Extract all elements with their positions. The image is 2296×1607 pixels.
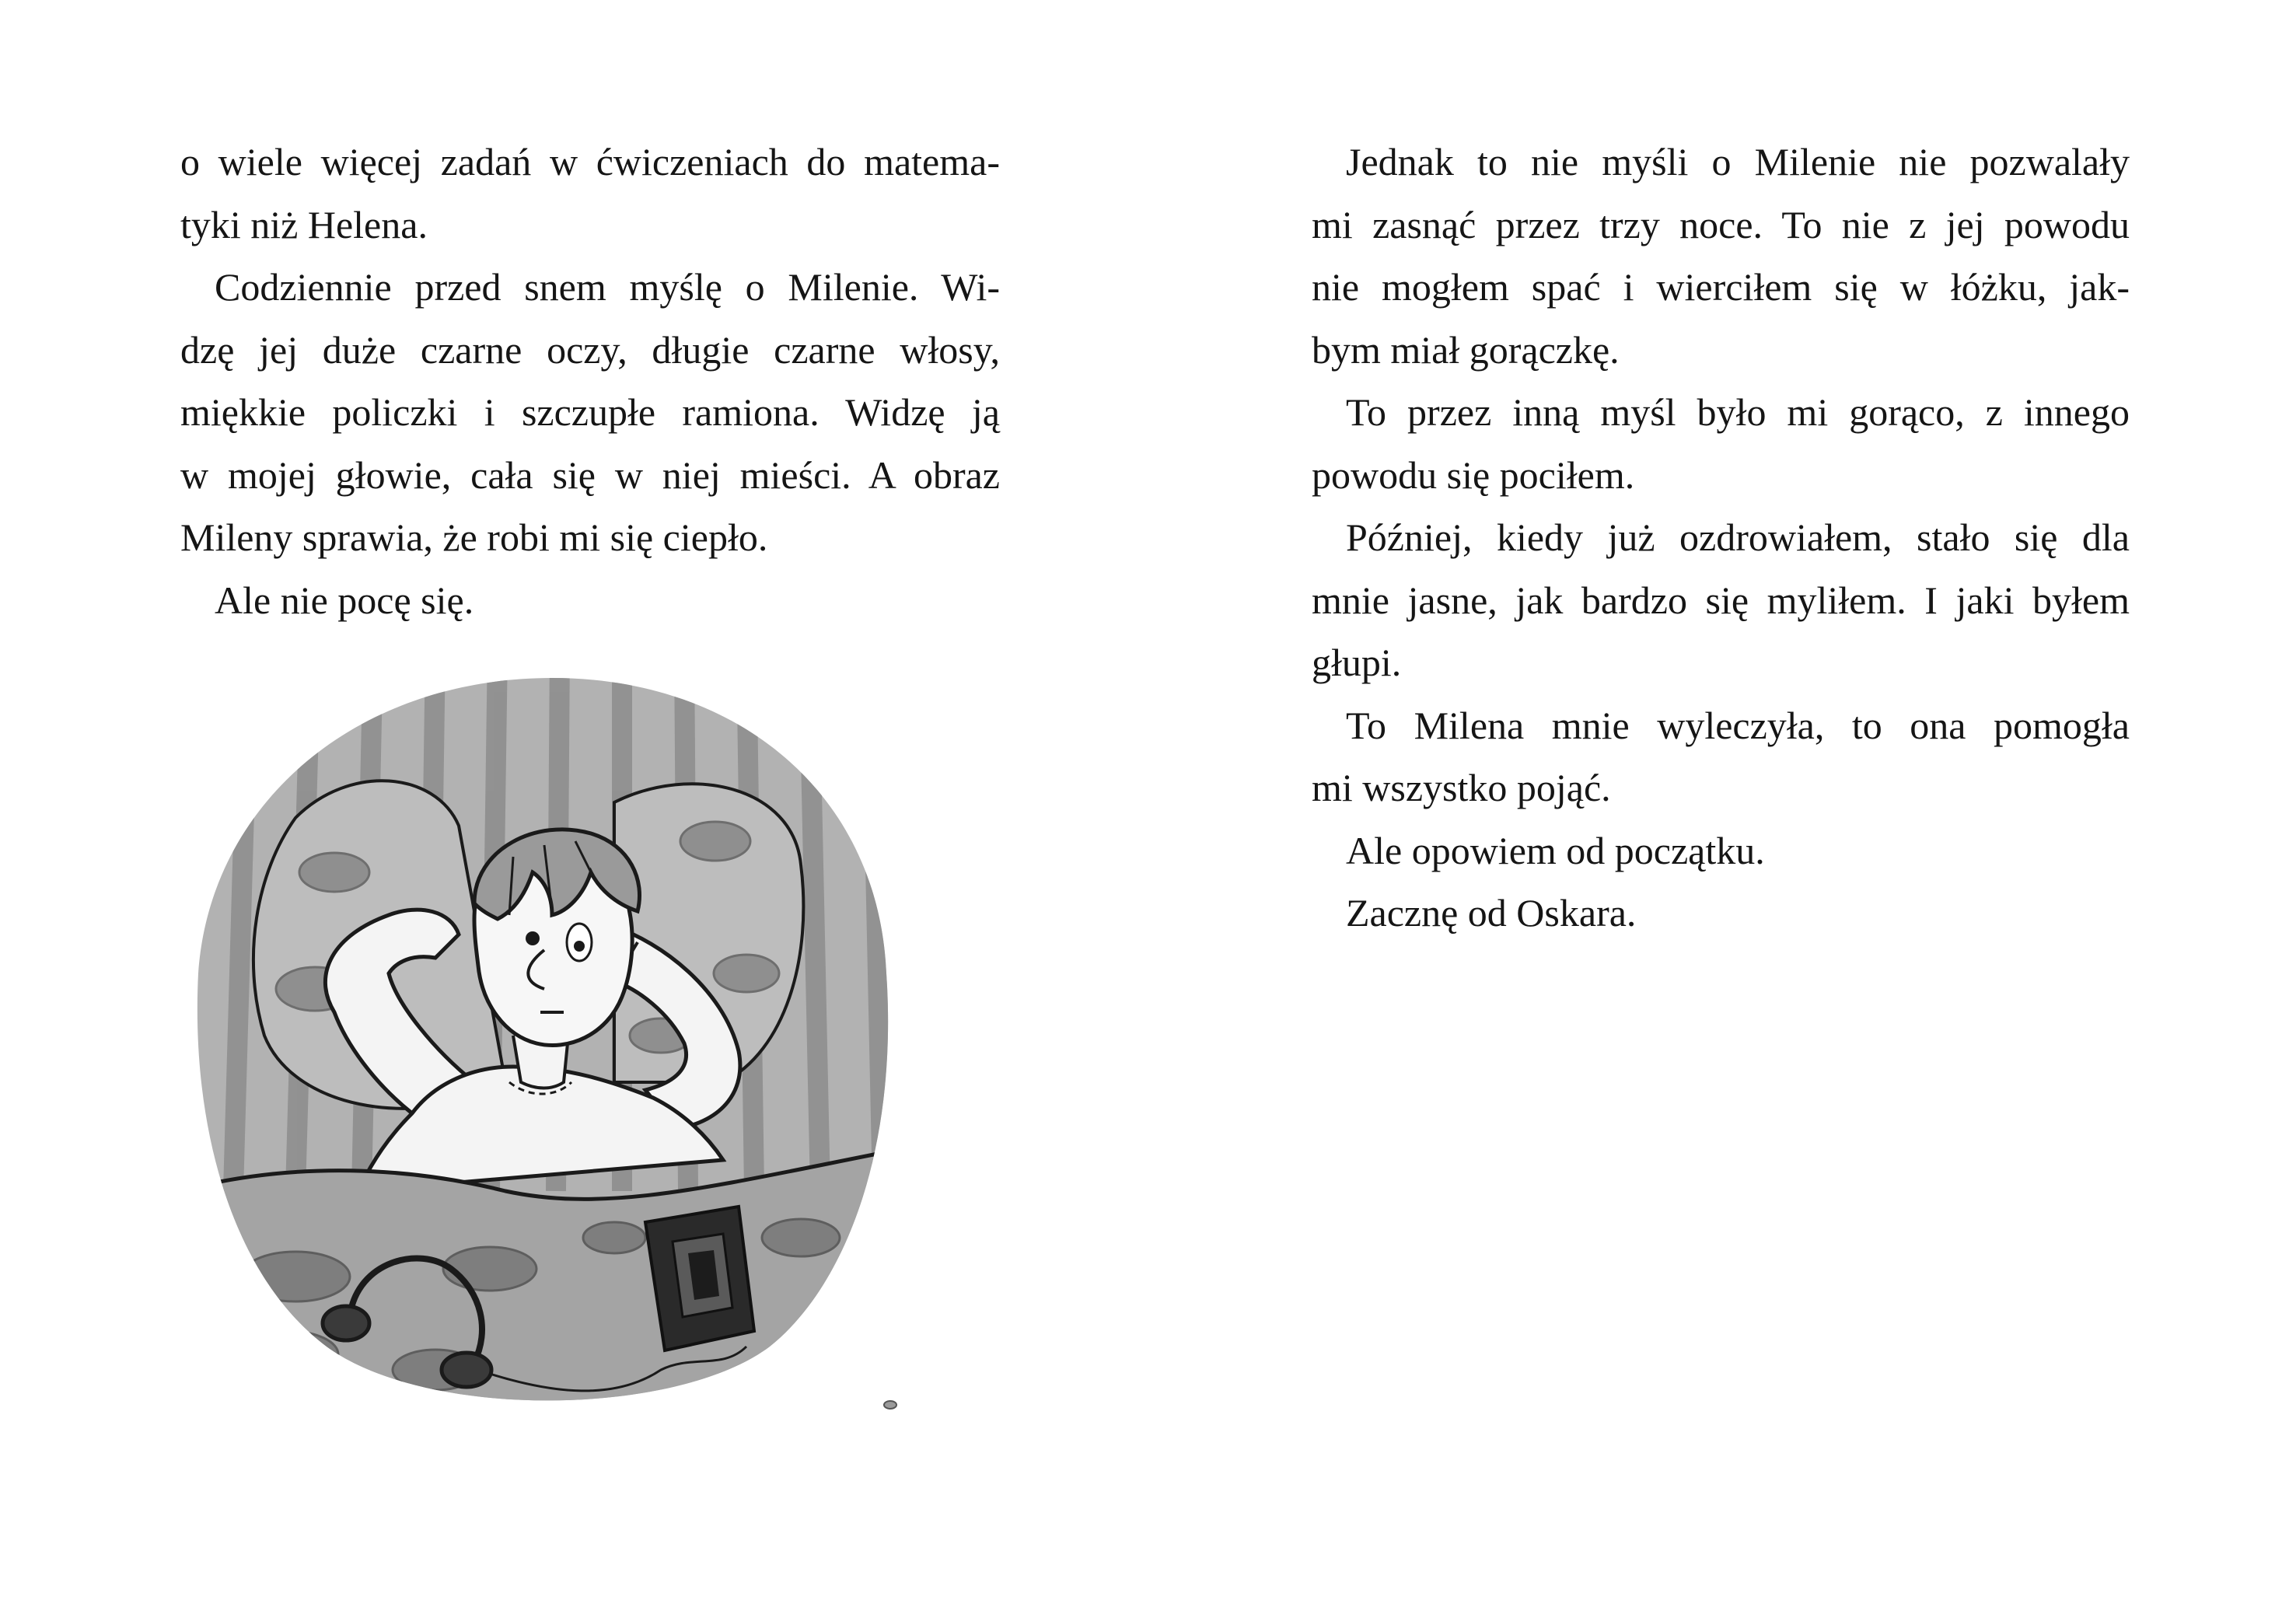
text-line: głupi. (1312, 641, 1402, 684)
text-line: Zacznę od Oskara. (1346, 891, 1637, 935)
text-line: Codziennie przed snem myślę o Milenie. Wi- (215, 265, 1000, 309)
boy-in-bed-with-headphones-illustration (179, 647, 925, 1432)
paragraph (1312, 381, 2130, 506)
paragraph (180, 569, 1000, 632)
right-page-text (1312, 131, 2130, 945)
text-line: o wiele więcej zadań w ćwiczeniach do matema- (180, 140, 1000, 183)
paragraph (1312, 694, 2130, 819)
text-line: To Milena mnie wyleczyła, to ona pomogła (1346, 703, 2130, 747)
text-line: mi zasnąć przez trzy noce. To nie z jej powodu (1312, 202, 2130, 246)
text-line: Później, kiedy już ozdrowiałem, stało się dla (1346, 515, 2130, 559)
paragraph (180, 256, 1000, 569)
text-line: powodu się pociłem. (1312, 452, 1635, 497)
text-line: Ale nie pocę się. (215, 578, 474, 622)
eye-icon (526, 931, 540, 945)
text-line: Jednak to nie myśli o Milenie nie pozwalały (1346, 140, 2130, 183)
text-line: miękkie policzki i szczupłe ramiona. Widzę ją (180, 390, 1000, 434)
ink-drop-icon (884, 1401, 896, 1409)
paragraph (1312, 819, 2130, 882)
paragraph (1312, 506, 2130, 694)
text-line: bym miał gorączkę. (1312, 327, 1620, 372)
paragraph (1312, 131, 2130, 381)
boy-in-bed-illustration (179, 647, 925, 1432)
left-page-text (180, 131, 1000, 631)
text-line: Mileny sprawia, że robi mi się ciepło. (180, 515, 768, 559)
text-line: To przez inną myśl było mi gorąco, z innego (1346, 390, 2130, 434)
text-line: mnie jasne, jak bardzo się myliłem. I jaki byłem (1312, 578, 2130, 622)
text-line: Ale opowiem od początku. (1346, 828, 1765, 872)
right-page (1148, 0, 2296, 1607)
paragraph (180, 131, 1000, 256)
walkman-icon (645, 1207, 754, 1350)
text-line: nie mogłem spać i wierciłem się w łóżku, jak- (1312, 265, 2130, 309)
text-line: mi wszystko pojąć. (1312, 766, 1611, 809)
text-line: w mojej głowie, cała się w niej mieści. A obraz (180, 452, 1000, 497)
text-line: dzę jej duże czarne oczy, długie czarne włosy, (180, 327, 1000, 372)
text-line: tyki niż Helena. (180, 202, 428, 246)
paragraph (1312, 882, 2130, 945)
